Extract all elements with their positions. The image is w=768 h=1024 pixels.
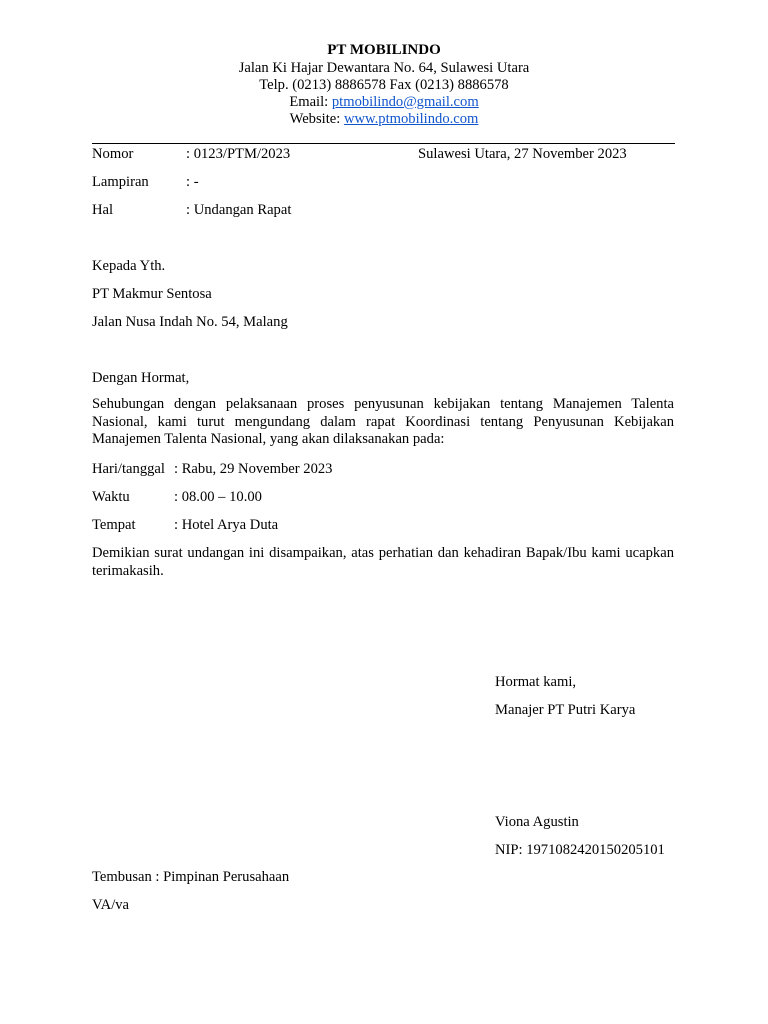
date-label: Hari/tanggal xyxy=(92,461,165,477)
recipient-address: Jalan Nusa Indah No. 54, Malang xyxy=(92,314,288,330)
lampiran-value: : - xyxy=(186,174,199,190)
initials: VA/va xyxy=(92,897,130,913)
tembusan: Tembusan : Pimpinan Perusahaan xyxy=(92,869,290,885)
website-link[interactable]: www.ptmobilindo.com xyxy=(343,111,479,127)
signature-regards: Hormat kami, xyxy=(495,674,577,690)
signature-name: Viona Agustin xyxy=(495,814,579,830)
place-date: Sulawesi Utara, 27 November 2023 xyxy=(418,146,627,162)
hal-label: Hal xyxy=(92,202,114,218)
signature-position: Manajer PT Putri Karya xyxy=(495,702,636,718)
place-value: : Hotel Arya Duta xyxy=(174,517,279,533)
salutation: Dengan Hormat, xyxy=(92,370,190,386)
company-website-line xyxy=(0,111,768,128)
lampiran-label: Lampiran xyxy=(92,174,149,190)
email-link[interactable]: ptmobilindo@gmail.com xyxy=(331,94,479,110)
letterhead-divider xyxy=(92,143,675,144)
intro-paragraph: Sehubungan dengan pelaksanaan proses penyusunan kebijakan tentang Manajemen Talenta Nasional, kami turut mengundang dalam rapat Koordinasi tentang Penyusunan Kebijakan Manajemen Talenta Nasional, yang akan dilaksanakan pada: xyxy=(92,396,674,447)
company-address: Jalan Ki Hajar Dewantara No. 64, Sulawesi Utara xyxy=(238,60,530,76)
recipient-name: PT Makmur Sentosa xyxy=(92,286,212,302)
company-name: PT MOBILINDO xyxy=(327,42,441,58)
recipient-greeting: Kepada Yth. xyxy=(92,258,166,274)
nomor-label: Nomor xyxy=(92,146,134,162)
date-value: : Rabu, 29 November 2023 xyxy=(174,461,333,477)
time-label: Waktu xyxy=(92,489,130,505)
place-label: Tempat xyxy=(92,517,136,533)
company-phone-fax: Telp. (0213) 8886578 Fax (0213) 8886578 xyxy=(259,77,509,93)
signature-nip: NIP: 1971082420150205101 xyxy=(495,842,665,858)
hal-value: : Undangan Rapat xyxy=(186,202,292,218)
closing-paragraph: Demikian surat undangan ini disampaikan, atas perhatian dan kehadiran Bapak/Ibu kami ucapkan terimakasih. xyxy=(92,545,674,579)
website-label: Website: xyxy=(289,111,344,127)
company-email-line xyxy=(0,94,768,111)
nomor-value: : 0123/PTM/2023 xyxy=(186,146,291,162)
email-label: Email: xyxy=(289,94,332,110)
time-value: : 08.00 – 10.00 xyxy=(174,489,262,505)
